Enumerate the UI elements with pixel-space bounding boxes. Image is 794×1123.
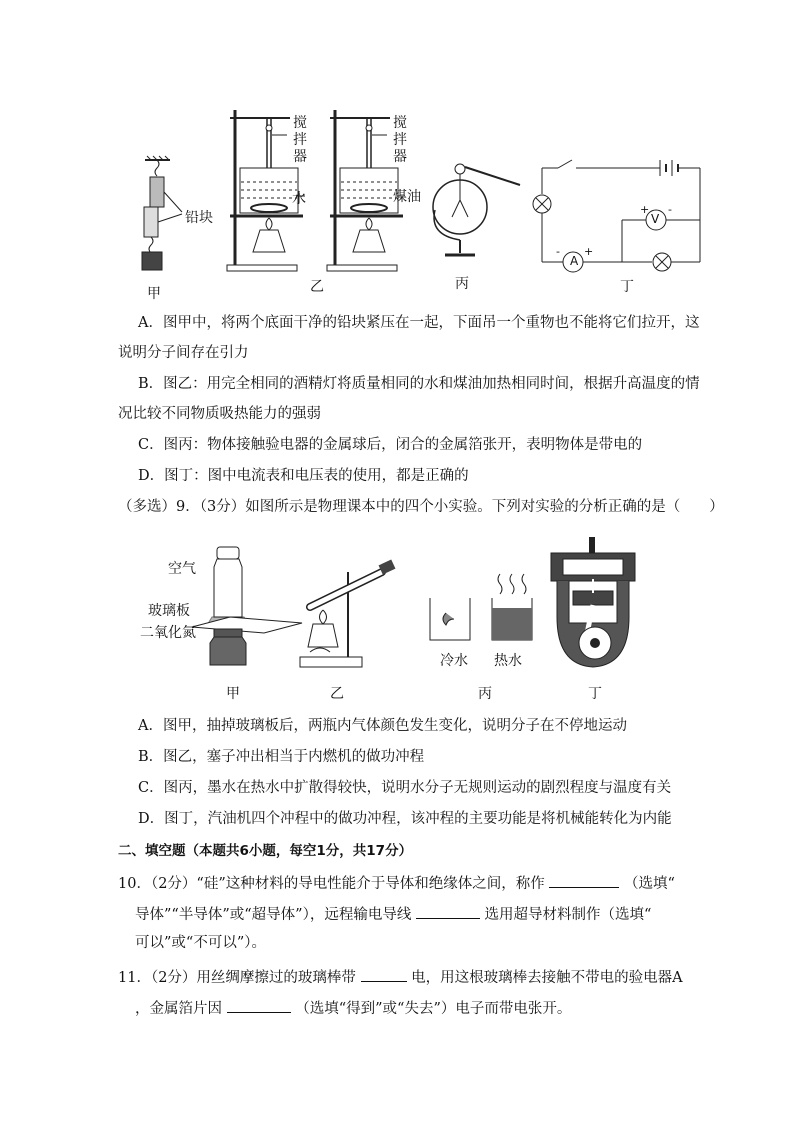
test-tube-plug-diagram	[298, 552, 408, 672]
voltmeter-plus: +	[640, 203, 650, 216]
label-water: 水	[292, 191, 306, 207]
label-ding-q9: 丁	[588, 686, 602, 702]
q8-option-b-line1: B．图乙：用完全相同的酒精灯将质量相同的水和煤油加热相同时间，根据升高温度的情	[138, 376, 700, 392]
q10-line2: 导体”“半导体”或“超导体”），远程输电导线 选用超导材料制作（选填“	[135, 904, 651, 924]
label-yi: 乙	[310, 279, 324, 295]
label-yi-q9: 乙	[330, 686, 344, 702]
q8-option-b-line2: 况比较不同物质吸热能力的强弱	[118, 406, 321, 422]
label-bing-q9: 丙	[478, 686, 492, 702]
label-cold-water: 冷水	[440, 653, 468, 669]
q11-blank-1[interactable]	[361, 967, 407, 982]
label-kerosene: 煤油	[393, 189, 421, 205]
label-hot-water: 热水	[494, 653, 522, 669]
label-ding: 丁	[620, 279, 634, 295]
ammeter-minus: -	[556, 245, 560, 258]
ammeter-symbol: A	[570, 254, 579, 268]
q9-option-d: D．图丁，汽油机四个冲程中的做功冲程，该冲程的主要功能是将机械能转化为内能	[138, 811, 672, 827]
q8-option-a-line2: 说明分子间存在引力	[118, 345, 249, 361]
ammeter-plus: +	[584, 245, 594, 258]
electroscope-diagram	[430, 155, 530, 265]
label-no2: 二氧化氮	[140, 625, 196, 641]
gas-diffusion-diagram	[190, 545, 310, 675]
q8-option-c: C．图丙：物体接触验电器的金属球后，闭合的金属箔张开，表明物体是带电的	[138, 437, 643, 453]
q8-option-a-line1: A．图甲中，将两个底面干净的铅块紧压在一起，下面吊一个重物也不能将它们拉开，这	[138, 315, 700, 331]
q8-option-d: D．图丁：图中电流表和电压表的使用，都是正确的	[138, 468, 469, 484]
label-jia: 甲	[147, 286, 161, 302]
q9-option-a: A．图甲，抽掉玻璃板后，两瓶内气体颜色发生变化，说明分子在不停地运动	[138, 718, 627, 734]
q10-blank-2[interactable]	[416, 904, 480, 919]
q9-option-b: B．图乙，塞子冲出相当于内燃机的做功冲程	[138, 749, 425, 765]
q9-stem: （多选）9．（3分）如图所示是物理课本中的四个小实验。下列对实验的分析正确的是（ ）	[118, 499, 724, 515]
label-air: 空气	[168, 561, 196, 577]
section-fill-in-title: 二、填空题（本题共6小题，每空1分，共17分）	[118, 843, 413, 859]
q10-line1: 10．（2分）“硅”这种材料的导电性能介于导体和绝缘体之间，称作 （选填“	[118, 873, 675, 893]
label-stirrer-right: 搅 拌 器	[393, 115, 407, 165]
ink-diffusion-diagram	[428, 568, 548, 648]
q10-blank-1[interactable]	[549, 873, 619, 888]
q11-blank-2[interactable]	[227, 998, 291, 1013]
label-glass-plate: 玻璃板	[148, 603, 190, 619]
label-jia-q9: 甲	[226, 686, 240, 702]
label-bing: 丙	[455, 276, 469, 292]
gasoline-engine-diagram	[543, 535, 643, 675]
voltmeter-minus: -	[668, 203, 672, 216]
label-stirrer-left: 搅 拌 器	[293, 115, 307, 165]
label-lead-block: 铅块	[185, 210, 213, 226]
q10-line3: 可以”或“不可以”）。	[135, 935, 266, 951]
q9-option-c: C．图丙，墨水在热水中扩散得较快，说明水分子无规则运动的剧烈程度与温度有关	[138, 780, 672, 796]
q11-line1: 11．（2分）用丝绸摩擦过的玻璃棒带 电，用这根玻璃棒去接触不带电的验电器A	[118, 967, 683, 987]
heating-apparatus-diagram	[225, 100, 465, 280]
q11-line2: ，金属箔片因 （选填“得到”或“失去”）电子而带电张开。	[135, 998, 571, 1018]
voltmeter-symbol: V	[651, 212, 660, 226]
